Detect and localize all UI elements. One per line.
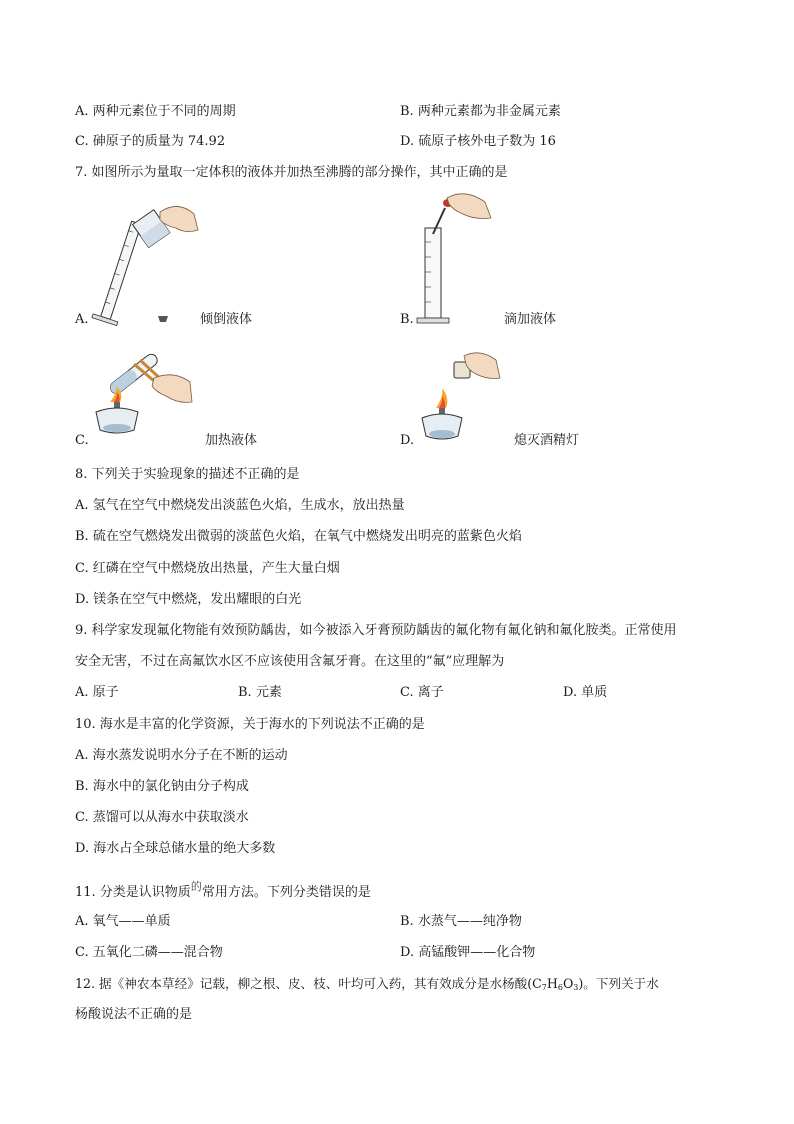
q12-line-1-part-1: 12. 据《神农本草经》记载，柳之根、皮、枝、叶均可入药，其有效成分是水杨酸(C [75, 976, 542, 991]
q7-d-caption: 熄灭酒精灯 [514, 433, 580, 448]
formula-o: O [562, 976, 574, 991]
formula-h: H [546, 976, 558, 991]
heating-liquid-figure [90, 342, 200, 447]
q9-line-1: 9. 科学家发现氟化物能有效预防龋齿，如今被添入牙膏预防龋齿的氟化物有氟化钠和氟化胺类。正常使用 [75, 623, 677, 638]
q12-line-2: 杨酸说法不正确的是 [75, 1007, 193, 1022]
q7-d-letter: D. [400, 433, 415, 448]
q9-option-d: D. 单质 [563, 685, 608, 700]
q8-stem: 8. 下列关于实验现象的描述不正确的是 [75, 467, 300, 482]
q6-option-d: D. 硫原子核外电子数为 16 [400, 134, 556, 149]
q11-option-a: A. 氧气——单质 [75, 914, 171, 929]
q8-option-d: D. 镁条在空气中燃烧，发出耀眼的白光 [75, 592, 302, 607]
q11-stem-part-1: 11. 分类是认识物质 [75, 885, 191, 900]
q12-line-1-part-2: )。下列关于水 [578, 976, 659, 991]
q12-line-1 [75, 975, 659, 997]
q9-option-b: B. 元素 [238, 685, 282, 700]
q10-option-a: A. 海水蒸发说明水分子在不断的运动 [75, 748, 288, 763]
q7-stem: 7. 如图所示为量取一定体积的液体并加热至沸腾的部分操作，其中正确的是 [75, 165, 508, 180]
q7-b-caption: 滴加液体 [504, 312, 557, 327]
q7-a-letter: A. [75, 312, 89, 327]
q9-option-a: A. 原子 [75, 685, 119, 700]
q6-option-c: C. 砷原子的质量为 74.92 [75, 134, 226, 149]
extinguish-lamp-figure [418, 350, 508, 450]
q9-option-c: C. 离子 [400, 685, 444, 700]
q8-option-c: C. 红磷在空气中燃烧放出热量，产生大量白烟 [75, 561, 340, 576]
q11-option-d: D. 高锰酸钾——化合物 [400, 945, 536, 960]
q11-stem [75, 878, 371, 902]
q6-option-b: B. 两种元素都为非金属元素 [400, 104, 561, 119]
q9-line-2: 安全无害，不过在高氟饮水区不应该使用含氟牙膏。在这里的“氟”应理解为 [75, 654, 505, 669]
dropping-liquid-figure [415, 192, 505, 327]
q11-stem-small: 的 [190, 880, 202, 893]
q11-stem-part-2: 常用方法。下列分类错误的是 [201, 885, 371, 900]
q10-option-d: D. 海水占全球总储水量的绝大多数 [75, 841, 276, 856]
q7-b-letter: B. [400, 312, 414, 327]
q11-option-b: B. 水蒸气——纯净物 [400, 914, 522, 929]
q8-option-a: A. 氢气在空气中燃烧发出淡蓝色火焰，生成水，放出热量 [75, 498, 405, 513]
q7-c-caption: 加热液体 [205, 433, 258, 448]
q10-option-c: C. 蒸馏可以从海水中获取淡水 [75, 810, 249, 825]
q10-option-b: B. 海水中的氯化钠由分子构成 [75, 779, 249, 794]
q6-option-a: A. 两种元素位于不同的周期 [75, 104, 236, 119]
q7-c-letter: C. [75, 433, 89, 448]
formula-sub-3: 3 [573, 983, 579, 992]
q10-stem: 10. 海水是丰富的化学资源，关于海水的下列说法不正确的是 [75, 717, 425, 732]
q11-option-c: C. 五氧化二磷——混合物 [75, 945, 223, 960]
q7-a-caption: 倾倒液体 [200, 312, 253, 327]
formula-sub-7: 7 [541, 983, 547, 992]
q8-option-b: B. 硫在空气燃烧发出微弱的淡蓝色火焰，在氧气中燃烧发出明亮的蓝紫色火焰 [75, 529, 522, 544]
formula-sub-6: 6 [557, 983, 563, 992]
